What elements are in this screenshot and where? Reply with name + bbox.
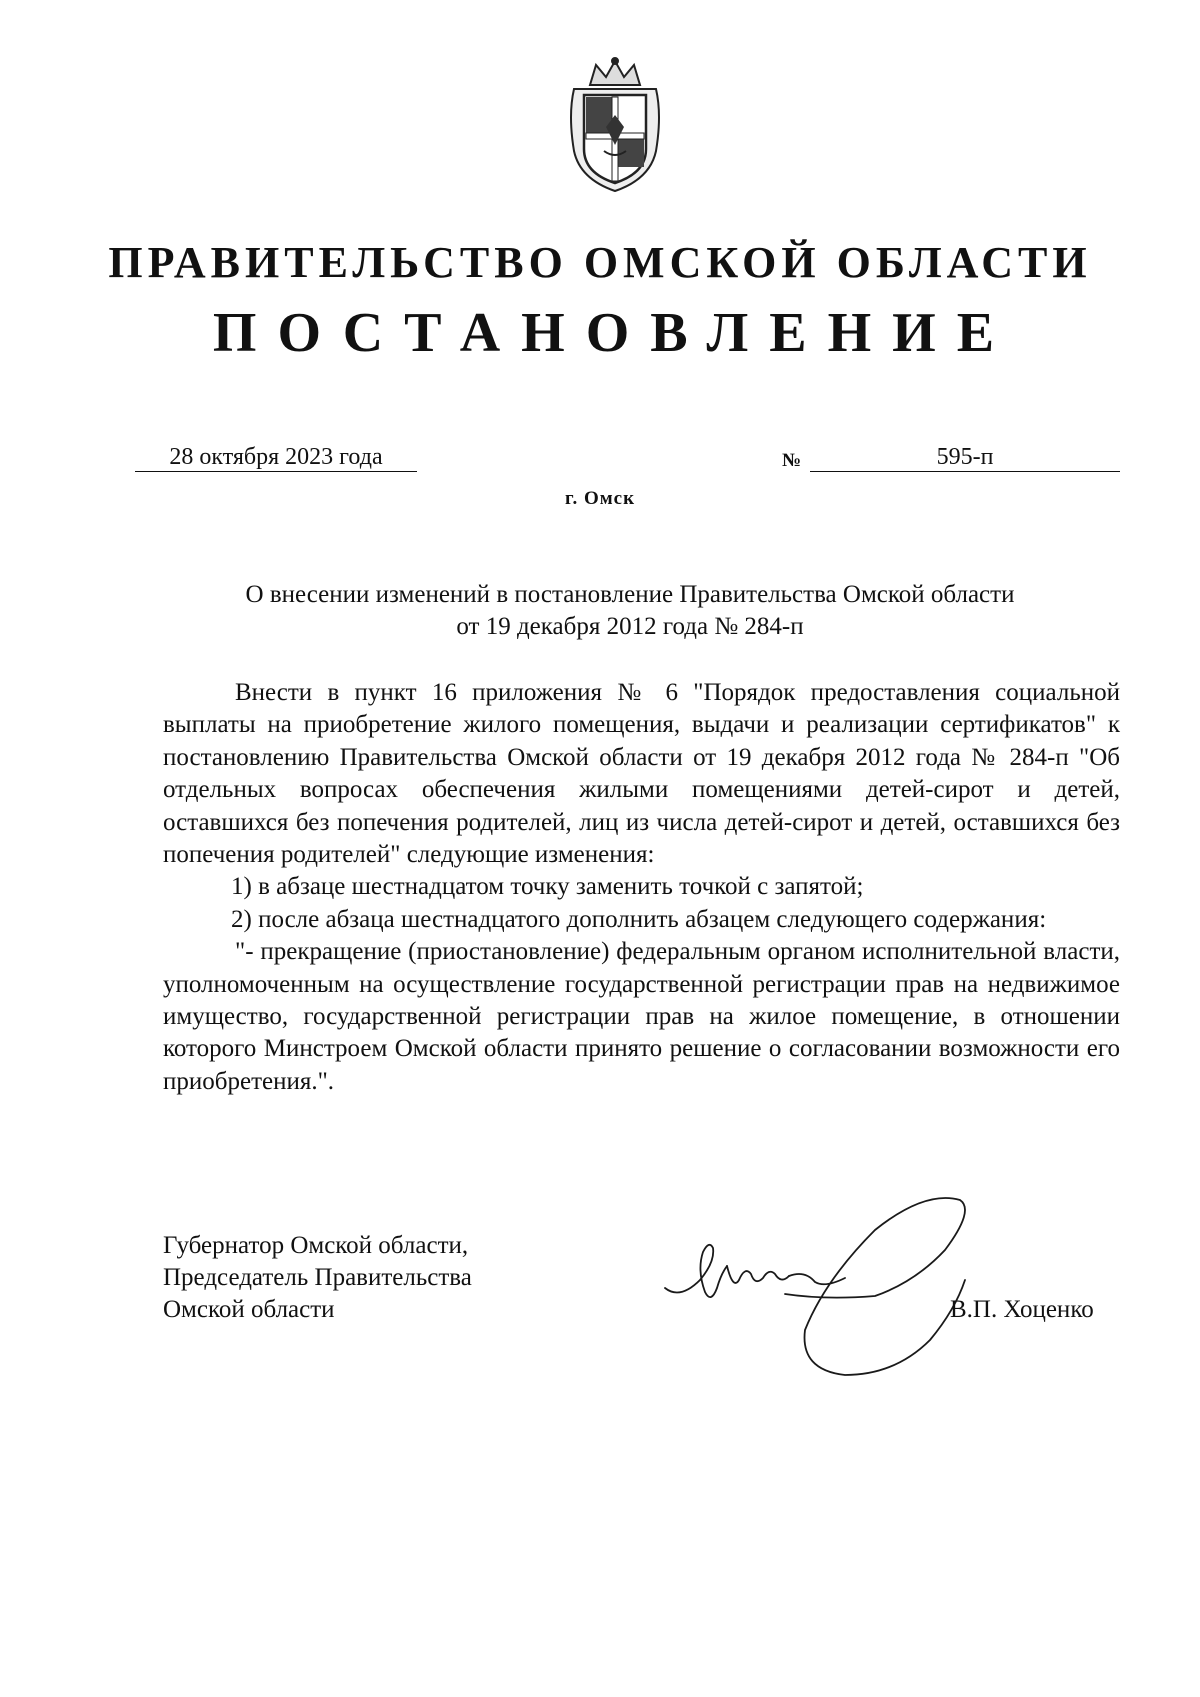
- amendment-item-2: 2) после абзаца шестнадцатого дополнить абзацем следующего содержания:: [231, 905, 1047, 933]
- document-number: 595-п: [810, 443, 1120, 472]
- amendment-item-1: 1) в абзаце шестнадцатом точку заменить точкой с запятой;: [231, 873, 864, 901]
- signer-position: [163, 1230, 583, 1326]
- omsk-coat-of-arms-icon: [560, 55, 670, 195]
- document-subject: [160, 579, 1100, 643]
- signer-title-line-3: Омской области: [163, 1296, 335, 1323]
- subject-line-1: О внесении изменений в постановление Правительства Омской области: [245, 581, 1015, 608]
- signer-title-line-1: Губернатор Омской области,: [163, 1232, 469, 1259]
- subject-line-2: от 19 декабря 2012 года № 284-п: [456, 613, 804, 640]
- signer-name: В.П. Хоценко: [950, 1296, 1094, 1323]
- organization-title: ПРАВИТЕЛЬСТВО ОМСКОЙ ОБЛАСТИ: [108, 238, 1092, 287]
- signer-title-line-2: Председатель Правительства: [163, 1264, 472, 1291]
- body-paragraph: Внести в пункт 16 приложения № 6 "Порядок предоставления социальной выплаты на приобретение жилого помещения, выдачи и реализации сертификатов" к постановлению Правительства Омской области от 19 декабря 2012 года № 284-п "Об отдельных вопросах обеспечения жилыми помещениями детей-сирот и детей, оставшихся без попечения родителей, лиц из числа детей-сирот и детей, оставшихся без попечения родителей" следующие изменения:: [163, 679, 1120, 869]
- document-body: [163, 677, 1120, 1098]
- document-type-title: ПОСТАНОВЛЕНИЕ: [212, 302, 1016, 364]
- number-sign: №: [782, 450, 802, 471]
- document-city: г. Омск: [564, 488, 636, 509]
- document-date: 28 октября 2023 года: [135, 443, 417, 472]
- quoted-addition: "- прекращение (приостановление) федеральным органом исполнительной власти, уполномоченным на осуществление государственной регистрации прав на недвижимое имущество, государственной регистрации прав на жилое помещение, в отношении которого Минстроем Омской области принято решение о согласовании возможности его приобретения.".: [163, 938, 1120, 1095]
- handwritten-signature: [655, 1170, 1055, 1390]
